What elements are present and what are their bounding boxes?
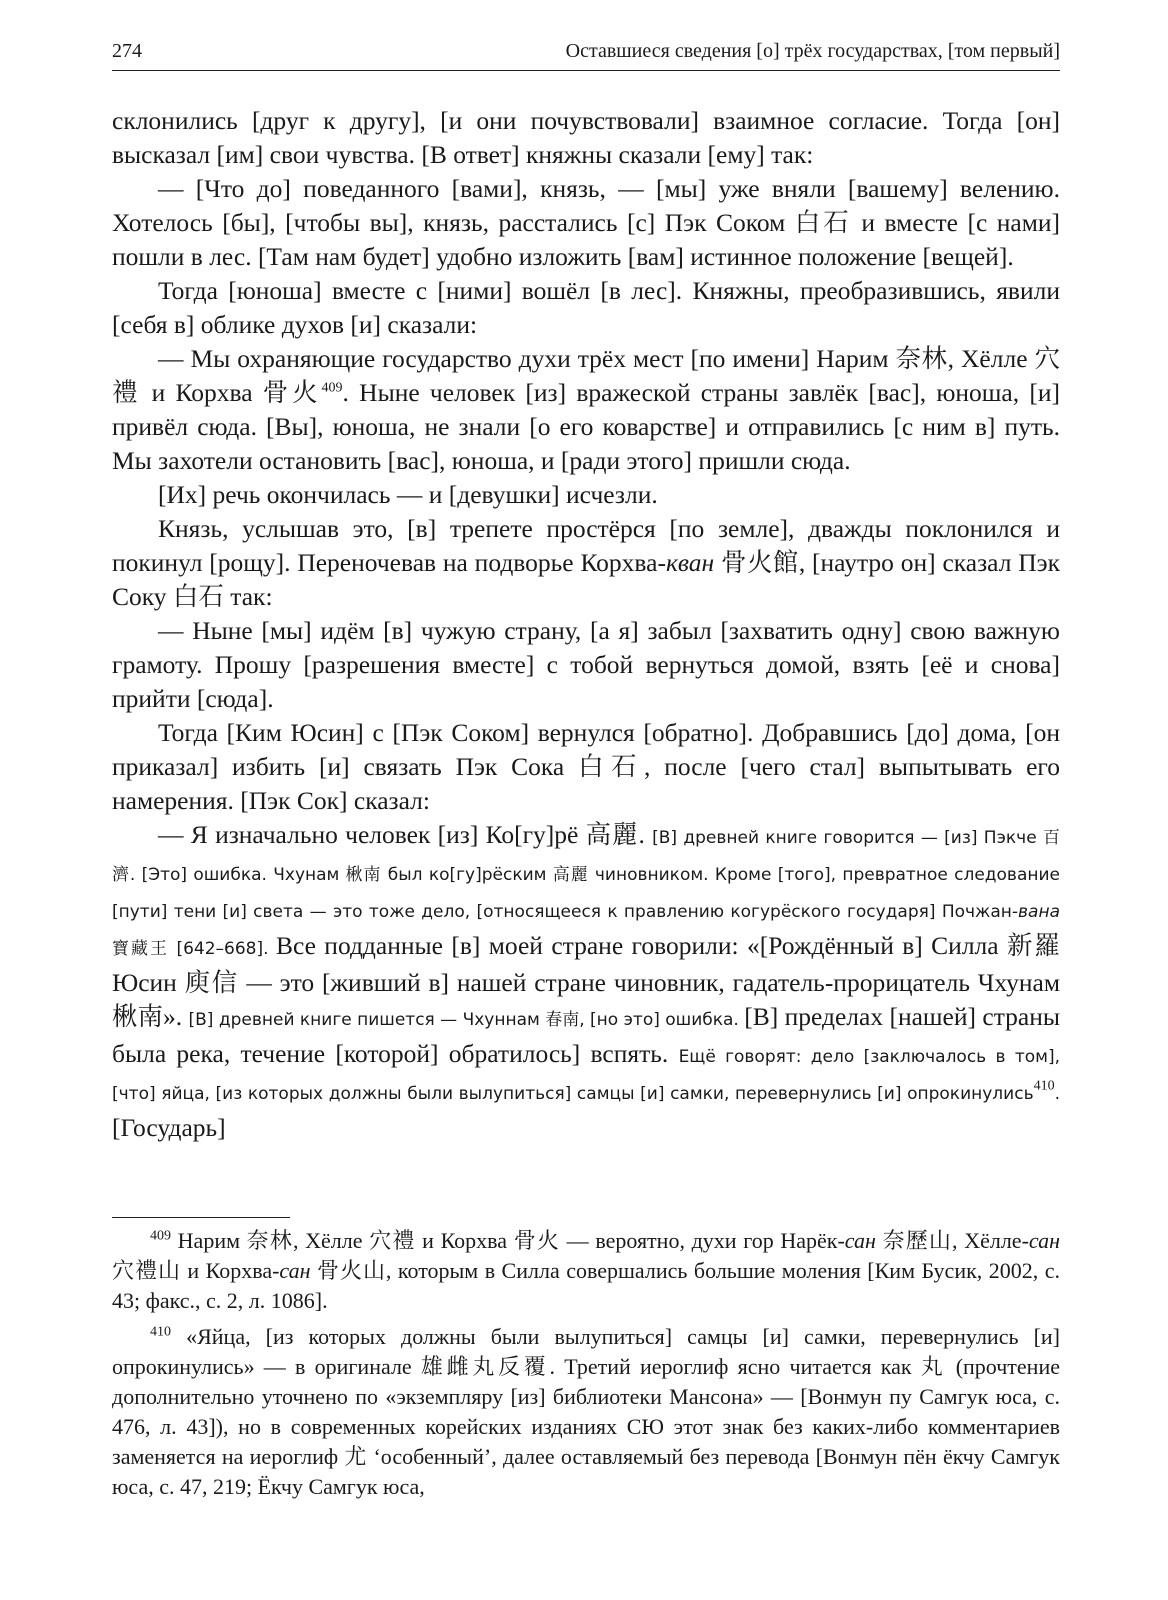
footnote-number: 409 — [150, 1228, 171, 1244]
text-run: [Государь] — [112, 1113, 226, 1142]
footnotes — [112, 1226, 1060, 1502]
footnote-ref-410[interactable]: 410 — [1033, 1078, 1055, 1094]
text-run: Все подданные [в] моей стране говорили: «[Рождённый в] Силла 新羅 Юсин 庾信 — это [живший в] нашей стране чиновник, гадатель-прорицатель Чхунам 楸南». — [112, 931, 1060, 1031]
running-title: Оставшиеся сведения [о] трёх государствах, [том первый] — [565, 40, 1060, 62]
text-run: 奈歷山, Хёлле- — [875, 1228, 1029, 1253]
page-header — [112, 36, 1060, 71]
footnote-number: 410 — [150, 1324, 171, 1340]
footnote-409 — [112, 1226, 1060, 1316]
paragraph: склонились [друг к другу], [и они почувствовали] взаимное согласие. Тогда [он] высказал [им] свои чувства. [В ответ] княжны сказали [ему] так: — [112, 106, 1060, 169]
footnote-separator — [112, 1217, 290, 1218]
text-run: . Ныне человек [из] вражеской страны завлёк [вас], юноша, [и] привёл сюда. [Вы], юноша, не знали [о его коварстве] и отправились [с ним в] путь. Мы захотели остановить [вас], юноша, и [ради этого] пришли сюда. — [112, 378, 1060, 475]
paragraph: — [Что до] поведанного [вами], князь, — [мы] уже вняли [вашему] велению. Хотелось [бы], [чтобы вы], князь, расстались [с] Пэк Соком 白石 и вместе [с нами] пошли в лес. [Там нам будет] удобно изложить [вам] истинное положение [вещей]. — [112, 174, 1060, 271]
paragraph: Тогда [юноша] вместе с [ними] вошёл [в лес]. Княжны, преобразившись, явили [себя в] облике духов [и] сказали: — [112, 276, 1060, 339]
italic-term: кван — [665, 548, 715, 577]
commentary-text: [В] древней книге говорится — [из] Пэкче 百濟. [Это] ошибка. Чхунам 楸南 был ко[гу]рёским 高麗 чиновником. Кроме [того], превратное следование [пути] тени [и] света — это тоже дело, [относящееся к правлению когурёского государя] Почжан- — [112, 828, 1060, 922]
main-text — [112, 104, 1060, 1145]
footnote-410 — [112, 1322, 1060, 1502]
commentary-text: . — [1054, 1084, 1060, 1104]
text-run: 骨火山, которым в Силла совершались большие моления [Ким Бусик, 2002, с. 43; факс., с. 2, л. 1086]. — [112, 1258, 1060, 1313]
paragraph — [112, 512, 1060, 614]
italic-term: вана — [1018, 902, 1060, 922]
text-run: «Яйца, [из которых должны были вылупиться] самцы [и] самки, перевернулись [и] опрокинулись» — в оригинале 雄雌丸反覆. Третий иероглиф ясно читается как 丸 (прочтение дополнительно уточнено по «экземпляру [из] библиотеки Мансона» — [Вонмун пу Самгук юса, с. 476, л. 43]), но в современных корейских изданиях СЮ этот знак без каких-либо комментариев заменяется на иероглиф 尤 ‘особенный’, далее оставляемый без перевода [Вонмун пён ёкчу Самгук юса, с. 47, 219; Ёкчу Самгук юса, — [112, 1324, 1060, 1499]
page-number: 274 — [112, 40, 142, 62]
text-run: Нарим 奈林, Хёлле 穴禮 и Корхва 骨火 — вероятно, духи гор Нарёк- — [177, 1228, 845, 1253]
commentary-text: [В] древней книге пишется — Чхуннам 春南, [но это] ошибка. — [188, 1010, 745, 1030]
footnote-ref-409[interactable]: 409 — [321, 380, 343, 396]
commentary-text: Ещё говорят: дело [заключалось в том], [что] яйца, [из которых должны были вылупиться] самцы [и] самки, перевернулись [и] опрокинулись — [112, 1047, 1060, 1104]
paragraph: [Их] речь окончилась — и [девушки] исчезли. — [158, 480, 658, 509]
text-run: 骨火館, [наутро он] сказал Пэк Соку 白石 так: — [112, 548, 1060, 611]
text-run: — Мы охраняющие государство духи трёх мест [по имени] Нарим 奈林, Хёлле 穴禮 и Корхва 骨火 — [112, 344, 1060, 407]
paragraph: — Ныне [мы] идём [в] чужую страну, [а я] забыл [захватить одну] свою важную грамоту. Прошу [разрешения вместе] с тобой вернуться домой, взять [её и снова] прийти [сюда]. — [112, 616, 1060, 713]
text-run: [В] пределах [нашей] страны была река, течение [которой] обратилось] вспять. — [112, 1002, 1060, 1068]
italic-term: сан — [844, 1228, 876, 1253]
paragraph: Тогда [Ким Юсин] с [Пэк Соком] вернулся [обратно]. Добравшись [до] дома, [он приказал] избить [и] связать Пэк Сока 白石, после [чего стал] выпытывать его намерения. [Пэк Сок] сказал: — [112, 718, 1060, 815]
text-run: — Я изначально человек [из] Ко[гу]рё 高麗. — [158, 820, 653, 849]
text-run: Князь, услышав это, [в] трепете простёрся [по земле], дважды поклонился и покинул [рощу]. Переночевав на подворье Корхва- — [112, 514, 1060, 577]
commentary-text: 寶藏王 [642–668]. — [112, 939, 276, 959]
paragraph — [112, 342, 1060, 478]
italic-term: сан — [279, 1258, 311, 1283]
text-run: 穴禮山 и Корхва- — [112, 1258, 280, 1283]
paragraph — [112, 818, 1060, 1145]
italic-term: сан — [1028, 1228, 1061, 1253]
